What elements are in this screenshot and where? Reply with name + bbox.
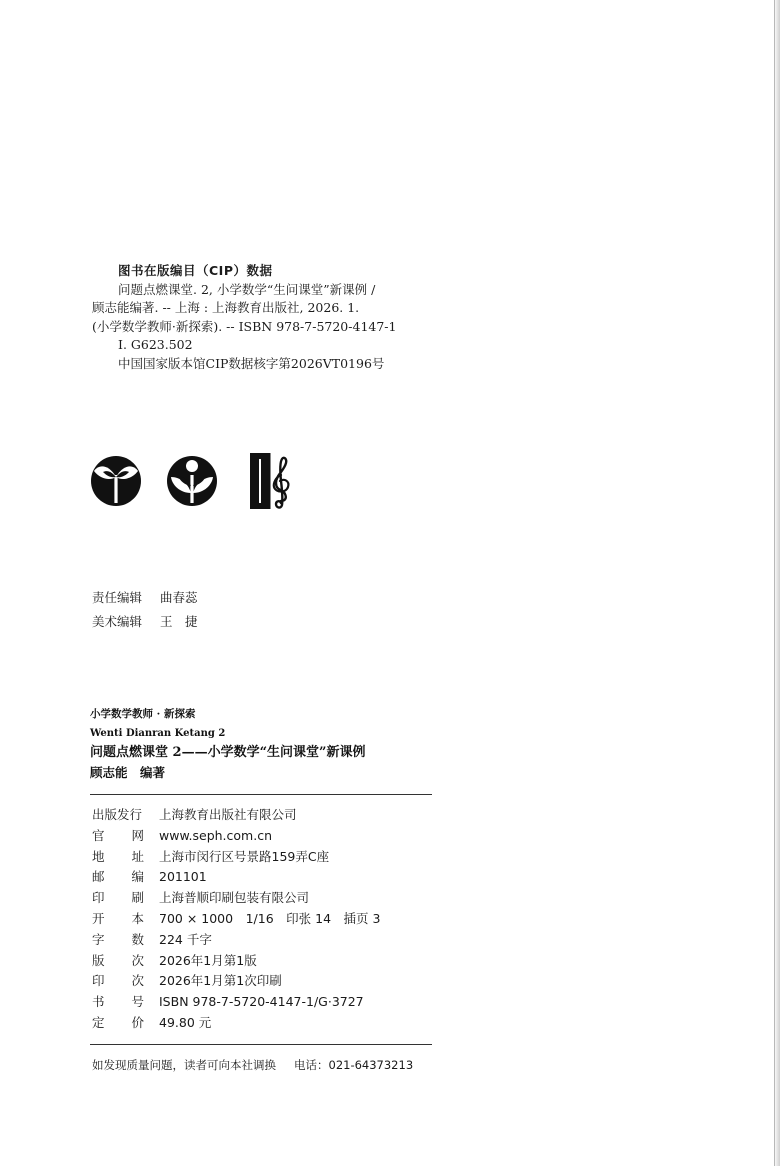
pub-row — [92, 992, 380, 1013]
pub-value: ISBN 978-7-5720-4147-1/G·3727 — [159, 994, 364, 1010]
pub-value: 上海教育出版社有限公司 — [159, 807, 297, 822]
sprout-circle-logo — [90, 453, 142, 507]
pub-value: 2026年1月第1版 — [159, 952, 257, 968]
pub-key-label: 印刷 — [92, 890, 172, 906]
pub-key-label: 定价 — [92, 1014, 172, 1030]
pub-row — [92, 1013, 380, 1034]
publication-info — [92, 805, 380, 1034]
pub-key-label: 书号 — [92, 994, 172, 1010]
pub-value: www.seph.com.cn — [159, 827, 272, 843]
pub-key — [92, 867, 172, 888]
pub-key — [92, 1013, 172, 1034]
publisher-logos — [90, 453, 310, 513]
pub-value: 上海市闵行区号景路159弄C座 — [159, 848, 330, 864]
pub-key-label: 印次 — [92, 973, 172, 989]
pub-key-label: 开本 — [92, 910, 172, 926]
pub-key — [92, 930, 172, 951]
pub-row — [92, 847, 380, 868]
pub-key — [92, 909, 172, 930]
pub-row — [92, 951, 380, 972]
pub-key-label: 地址 — [92, 848, 172, 864]
pub-key-label: 版次 — [92, 952, 172, 968]
pub-row — [92, 826, 380, 847]
book-pinyin-title: Wenti Dianran Ketang 2 — [90, 728, 226, 739]
divider-bottom — [90, 1044, 432, 1045]
cip-line: 顾志能编著. -- 上海 : 上海教育出版社, 2026. 1. — [92, 300, 360, 316]
cip-line: 中国国家版本馆CIP数据核字第2026VT0196号 — [118, 355, 385, 371]
pub-row — [92, 867, 380, 888]
pub-row — [92, 909, 380, 930]
pub-value: 700 × 1000 1/16 印张 14 插页 3 — [159, 910, 381, 926]
editor-role: 责任编辑 — [92, 590, 143, 605]
pub-row — [92, 971, 380, 992]
cip-line: 问题点燃课堂. 2, 小学数学“生问课堂”新课例 / — [118, 281, 376, 297]
pub-key — [92, 971, 172, 992]
pub-value: 224 千字 — [159, 931, 212, 947]
pub-row — [92, 930, 380, 951]
pub-key — [92, 951, 172, 972]
editor-name: 王 捷 — [160, 614, 198, 629]
notice-text: 如发现质量问题，读者可向本社调换 — [92, 1058, 276, 1072]
quality-notice — [92, 1056, 413, 1074]
pub-key-label: 邮编 — [92, 869, 172, 885]
series-name: 小学数学教师 · 新探索 — [90, 708, 196, 720]
pub-key-label: 官网 — [92, 827, 172, 843]
pub-value: 上海普顺印刷包装有限公司 — [159, 890, 310, 906]
pub-row — [92, 888, 380, 909]
pub-value: 49.80 元 — [159, 1014, 212, 1030]
editor-name: 曲春蕊 — [160, 590, 198, 605]
editor-row — [92, 610, 198, 634]
editor-row — [92, 586, 198, 610]
book-title: 问题点燃课堂 2——小学数学“生问课堂”新课例 — [90, 745, 366, 760]
pub-key-label: 字数 — [92, 931, 172, 947]
editors-block — [92, 586, 198, 634]
pub-value: 2026年1月第1次印刷 — [159, 973, 282, 989]
editor-role: 美术编辑 — [92, 614, 143, 629]
cip-line: (小学数学教师·新探索). -- ISBN 978-7-5720-4147-1 — [92, 318, 397, 334]
pub-row — [92, 805, 380, 826]
cip-line: Ⅰ. G623.502 — [118, 337, 193, 353]
divider-top — [90, 794, 432, 795]
music-clef-logo — [250, 453, 296, 509]
cip-block — [92, 262, 452, 374]
page-edge-line — [774, 0, 775, 1166]
book-author: 顾志能 编著 — [90, 765, 166, 780]
book-title-block — [90, 706, 366, 783]
pub-key — [92, 826, 172, 847]
sprout-tree-logo — [166, 453, 218, 507]
pub-key — [92, 888, 172, 909]
pub-key — [92, 992, 172, 1013]
pub-key: 出版发行 — [92, 807, 143, 822]
notice-phone: 电话：021-64373213 — [294, 1058, 414, 1072]
pub-value: 201101 — [159, 869, 207, 885]
pub-key — [92, 847, 172, 868]
cip-heading: 图书在版编目（CIP）数据 — [118, 263, 273, 278]
